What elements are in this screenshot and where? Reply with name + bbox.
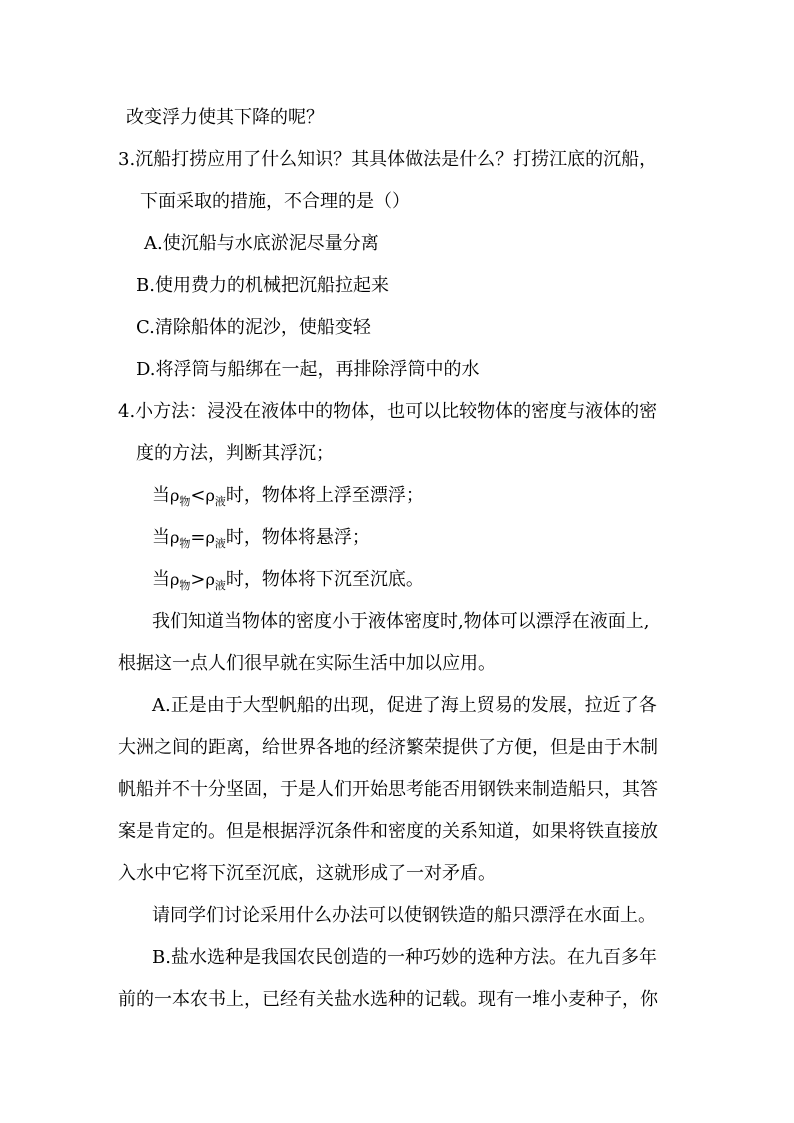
paragraph-b-line: B.盐水选种是我国农民创造的一种巧妙的选种方法。在九百多年: [152, 947, 657, 968]
condition-sink: [152, 568, 424, 594]
paragraph-a-line: 案是肯定的。但是根据浮沉条件和密度的关系知道，如果将铁直接放: [118, 821, 658, 842]
condition-suspend: [152, 526, 370, 552]
operator: <: [190, 485, 206, 506]
question-4: 4.小方法：浸没在液体中的物体，也可以比较物体的密度与液体的密: [118, 401, 658, 422]
paragraph-a-line: 大洲之间的距离，给世界各地的经济繁荣提供了方便，但是由于木制: [118, 737, 658, 758]
rho-symbol: ρ: [170, 528, 180, 547]
subscript: 液: [214, 579, 226, 592]
option-c: C.清除船体的泥沙，使船变轻: [136, 317, 371, 338]
text-line: 改变浮力使其下降的呢？: [126, 107, 324, 128]
rho-symbol: ρ: [170, 570, 180, 589]
paragraph-line: 我们知道当物体的密度小于液体密度时,物体可以漂浮在液面上,: [152, 611, 650, 632]
condition-prefix: 当: [152, 569, 170, 590]
option-a: A.使沉船与水底淤泥尽量分离: [144, 233, 379, 254]
subscript: 液: [214, 537, 226, 550]
paragraph-b-line: 前的一本农书上，已经有关盐水选种的记载。现有一堆小麦种子，你: [118, 989, 658, 1010]
paragraph-a-line: 入水中它将下沉至沉底，这就形成了一对矛盾。: [118, 863, 496, 884]
paragraph-a-line: A.正是由于大型帆船的出现，促进了海上贸易的发展，拉近了各: [152, 695, 657, 716]
rho-symbol: ρ: [170, 486, 180, 505]
condition-prefix: 当: [152, 485, 170, 506]
text-line: 度的方法，判断其浮沉；: [136, 443, 334, 464]
operator: =: [190, 527, 206, 548]
subscript: 液: [214, 495, 226, 508]
condition-suffix: 时，物体将悬浮；: [225, 527, 370, 548]
paragraph-line: 根据这一点人们很早就在实际生活中加以应用。: [118, 653, 496, 674]
operator: >: [190, 569, 206, 590]
discussion-prompt: 请同学们讨论采用什么办法可以使钢铁造的船只漂浮在水面上。: [152, 905, 656, 926]
subscript: 物: [179, 579, 191, 592]
condition-suffix: 时，物体将上浮至漂浮；: [225, 485, 424, 506]
subscript: 物: [179, 537, 191, 550]
text-line: 下面采取的措施，不合理的是（）: [140, 191, 410, 212]
rho-symbol: ρ: [205, 486, 215, 505]
condition-prefix: 当: [152, 527, 170, 548]
subscript: 物: [179, 495, 191, 508]
condition-float: [152, 484, 424, 510]
paragraph-a-line: 帆船并不十分坚固，于是人们开始思考能否用钢铁来制造船只，其答: [118, 779, 658, 800]
rho-symbol: ρ: [205, 570, 215, 589]
question-3: 3.沉船打捞应用了什么知识？其具体做法是什么？打捞江底的沉船，: [118, 149, 658, 170]
condition-suffix: 时，物体将下沉至沉底。: [225, 569, 424, 590]
option-d: D.将浮筒与船绑在一起，再排除浮筒中的水: [136, 359, 480, 380]
option-b: B.使用费力的机械把沉船拉起来: [136, 275, 389, 296]
rho-symbol: ρ: [205, 528, 215, 547]
